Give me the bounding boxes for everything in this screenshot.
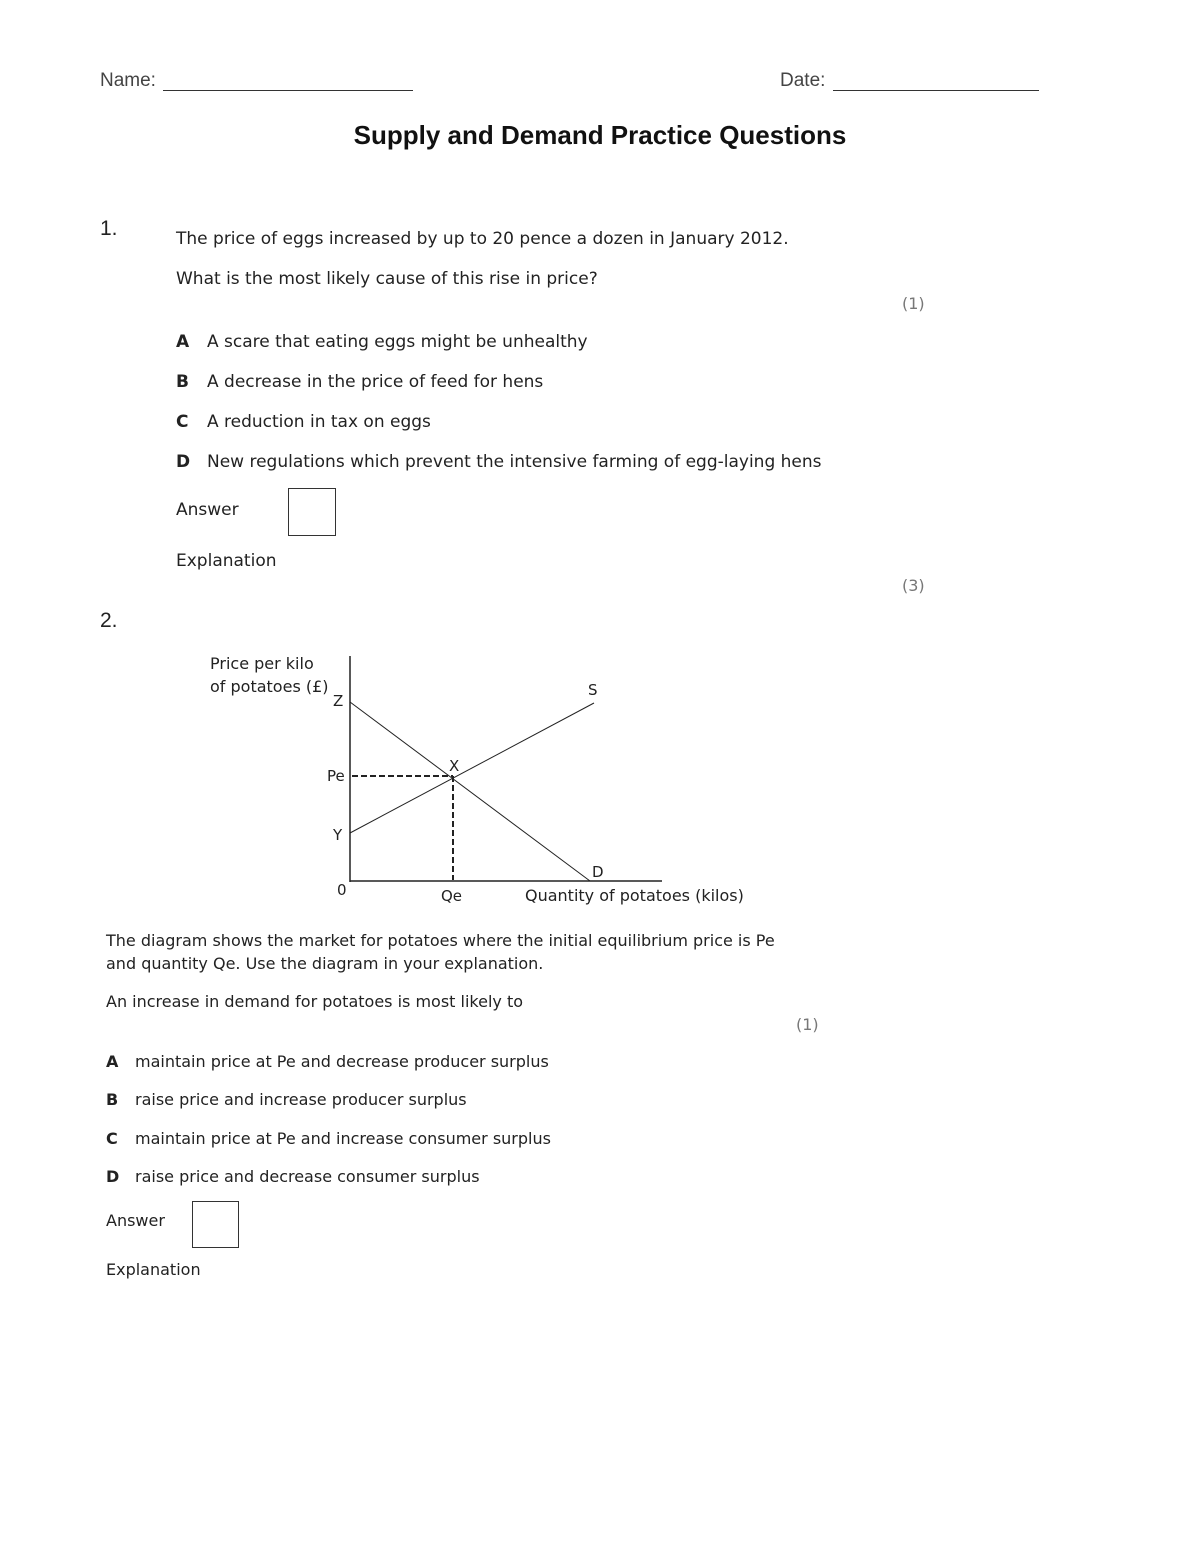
q1-option-a-letter: A [176,332,190,352]
label-y: Y [333,826,343,844]
question-2-answer-box[interactable] [192,1201,239,1248]
date-label: Date: [780,70,826,91]
q2-option-d-letter: D [106,1167,120,1186]
label-pe: Pe [327,767,345,785]
x-axis-label: Quantity of potatoes (kilos) [525,886,744,905]
q2-option-b-text: raise price and increase producer surplus [135,1090,467,1109]
q1-option-c-text: A reduction in tax on eggs [207,412,431,432]
y-axis-label-line-2: of potatoes (£) [210,677,329,696]
question-1-explanation-marks: (3) [902,576,925,595]
question-1-number: 1. [100,217,118,240]
q1-option-b-text: A decrease in the price of feed for hens [207,372,544,392]
q1-option-b-letter: B [176,372,189,392]
label-origin: 0 [337,881,347,899]
q2-option-d-text: raise price and decrease consumer surplus [135,1167,480,1186]
q2-option-a-text: maintain price at Pe and decrease producer surplus [135,1052,549,1071]
name-label: Name: [100,70,156,91]
q1-option-c-letter: C [176,412,189,432]
label-z: Z [333,692,344,710]
question-2-number: 2. [100,609,118,632]
q1-option-d-letter: D [176,452,191,472]
q2-option-c-letter: C [106,1129,118,1148]
question-2-answer-label: Answer [106,1211,165,1230]
q2-option-a-letter: A [106,1052,119,1071]
question-1-prompt: What is the most likely cause of this rise in price? [176,269,598,289]
q1-option-a-text: A scare that eating eggs might be unhealthy [207,332,588,352]
page-title: Supply and Demand Practice Questions [353,120,847,150]
label-qe: Qe [441,887,463,905]
question-2-explanation-label: Explanation [106,1260,201,1279]
q1-option-d-text: New regulations which prevent the intensive farming of egg-laying hens [207,452,822,472]
question-2-marks: (1) [796,1015,819,1034]
question-1-explanation-label: Explanation [176,551,277,571]
y-axis-label-line-1: Price per kilo [210,654,314,673]
question-2-intro-line-2: and quantity Qe. Use the diagram in your explanation. [106,954,544,973]
q2-option-b-letter: B [106,1090,119,1109]
question-1-answer-label: Answer [176,500,239,520]
question-2-prompt: An increase in demand for potatoes is most likely to [106,992,524,1011]
question-1-stem: The price of eggs increased by up to 20 pence a dozen in January 2012. [176,229,789,249]
label-s: S [588,681,598,699]
label-x: X [449,757,460,775]
demand-curve [350,702,590,881]
question-1-marks: (1) [902,294,925,313]
supply-curve [350,703,594,833]
q2-option-c-text: maintain price at Pe and increase consumer surplus [135,1129,551,1148]
question-2-intro-line-1: The diagram shows the market for potatoes where the initial equilibrium price is Pe [106,931,775,950]
label-d: D [592,863,604,881]
